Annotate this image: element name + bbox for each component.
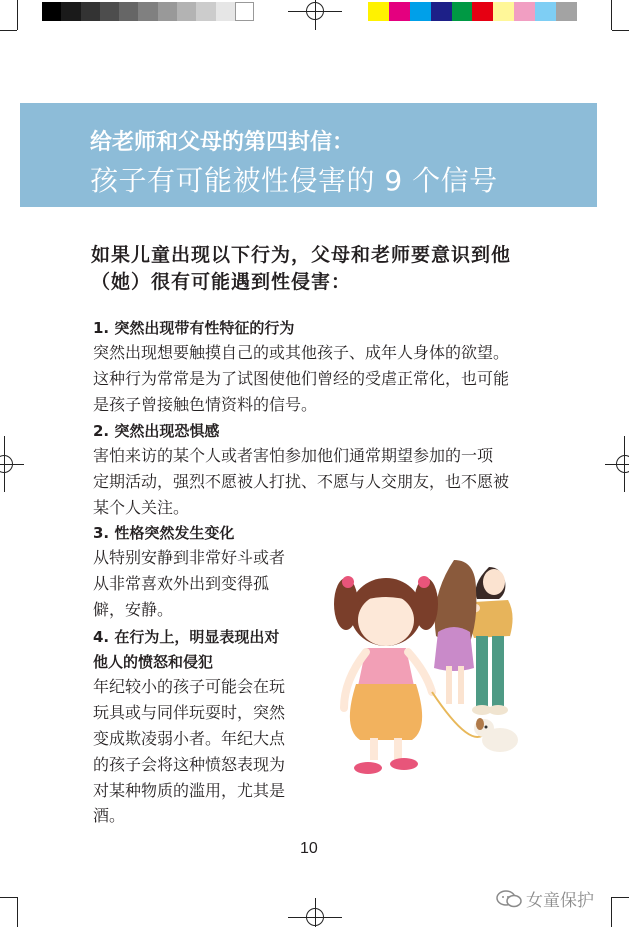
section-4-line: 年纪较小的孩子可能会在玩 bbox=[93, 677, 286, 696]
section-4-line: 玩具或与同伴玩耍时，突然 bbox=[93, 703, 286, 722]
color-swatch bbox=[389, 2, 410, 21]
gray-swatch bbox=[177, 2, 196, 21]
section-1-line: 突然出现想要触摸自己的或其他孩子、成年人身体的欲望。 bbox=[93, 343, 510, 362]
page-number: 10 bbox=[300, 840, 318, 857]
color-swatch bbox=[368, 2, 389, 21]
title-line-1: 给老师和父母的第四封信： bbox=[90, 130, 355, 155]
section-4-line: 的孩子会将这种愤怒表现为 bbox=[93, 755, 286, 774]
color-swatch bbox=[410, 2, 431, 21]
registration-line bbox=[4, 436, 5, 492]
gray-swatch bbox=[100, 2, 119, 21]
gray-swatch bbox=[138, 2, 157, 21]
children-dog-illustration bbox=[326, 532, 526, 792]
grayscale-calibration-bar bbox=[42, 2, 254, 21]
gray-swatch bbox=[158, 2, 177, 21]
crop-mark bbox=[611, 897, 612, 927]
section-3-line: 从特别安静到非常好斗或者 bbox=[93, 548, 286, 567]
gray-swatch bbox=[196, 2, 215, 21]
crop-mark bbox=[611, 0, 612, 30]
color-swatch bbox=[472, 2, 493, 21]
color-swatch bbox=[452, 2, 473, 21]
registration-line bbox=[315, 0, 316, 30]
section-1-line: 是孩子曾接触色情资料的信号。 bbox=[93, 395, 318, 414]
color-swatch bbox=[514, 2, 535, 21]
gray-swatch bbox=[42, 2, 61, 21]
wechat-icon bbox=[496, 889, 522, 909]
title-band bbox=[20, 103, 597, 207]
dog-figure bbox=[474, 718, 518, 752]
intro-paragraph: 如果儿童出现以下行为，父母和老师要意识到他（她）很有可能遇到性侵害： bbox=[91, 244, 512, 293]
watermark-text: 女童保护 bbox=[526, 891, 594, 911]
color-swatch bbox=[535, 2, 556, 21]
gray-swatch bbox=[61, 2, 80, 21]
section-2-line: 害怕来访的某个人或者害怕参加他们通常期望参加的一项 bbox=[93, 446, 494, 465]
section-4-line: 变成欺凌弱小者。年纪大点 bbox=[93, 729, 286, 748]
color-swatch bbox=[556, 2, 577, 21]
section-4-line: 对某种物质的滥用，尤其是 bbox=[93, 781, 286, 800]
registration-line bbox=[605, 464, 629, 465]
color-swatch bbox=[493, 2, 514, 21]
section-1-heading: 1. 突然出现带有性特征的行为 bbox=[93, 319, 295, 337]
gray-swatch bbox=[235, 2, 254, 21]
crop-mark bbox=[0, 897, 17, 898]
section-3-line: 从非常喜欢外出到变得孤 bbox=[93, 574, 270, 593]
section-2-line: 定期活动，强烈不愿被人打扰、不愿与人交朋友，也不愿被 bbox=[93, 472, 510, 491]
gray-swatch bbox=[81, 2, 100, 21]
section-4-line: 酒。 bbox=[93, 806, 126, 825]
title-line-2: 孩子有可能被性侵害的 9 个信号 bbox=[90, 164, 498, 197]
gray-swatch bbox=[119, 2, 138, 21]
registration-line bbox=[624, 436, 625, 492]
long-hair-girl-figure bbox=[434, 560, 476, 704]
gray-swatch bbox=[216, 2, 235, 21]
crop-mark bbox=[0, 30, 17, 31]
crop-mark bbox=[612, 897, 629, 898]
color-swatch bbox=[431, 2, 452, 21]
crop-mark bbox=[612, 30, 629, 31]
watermark bbox=[496, 886, 594, 911]
section-2-line: 某个人关注。 bbox=[93, 498, 190, 517]
section-4-heading-cont: 他人的愤怒和侵犯 bbox=[93, 653, 214, 671]
crop-mark bbox=[17, 0, 18, 30]
crop-mark bbox=[17, 897, 18, 927]
color-calibration-bar bbox=[368, 2, 577, 21]
section-4-heading: 4. 在行为上，明显表现出对 bbox=[93, 628, 280, 646]
section-1-line: 这种行为常常是为了试图使他们曾经的受虐正常化，也可能 bbox=[93, 369, 510, 388]
pigtail-girl-figure bbox=[334, 576, 438, 774]
section-3-line: 僻，安静。 bbox=[93, 600, 174, 619]
section-2-heading: 2. 突然出现恐惧感 bbox=[93, 422, 220, 440]
section-3-heading: 3. 性格突然发生变化 bbox=[93, 524, 235, 542]
registration-line bbox=[315, 898, 316, 927]
